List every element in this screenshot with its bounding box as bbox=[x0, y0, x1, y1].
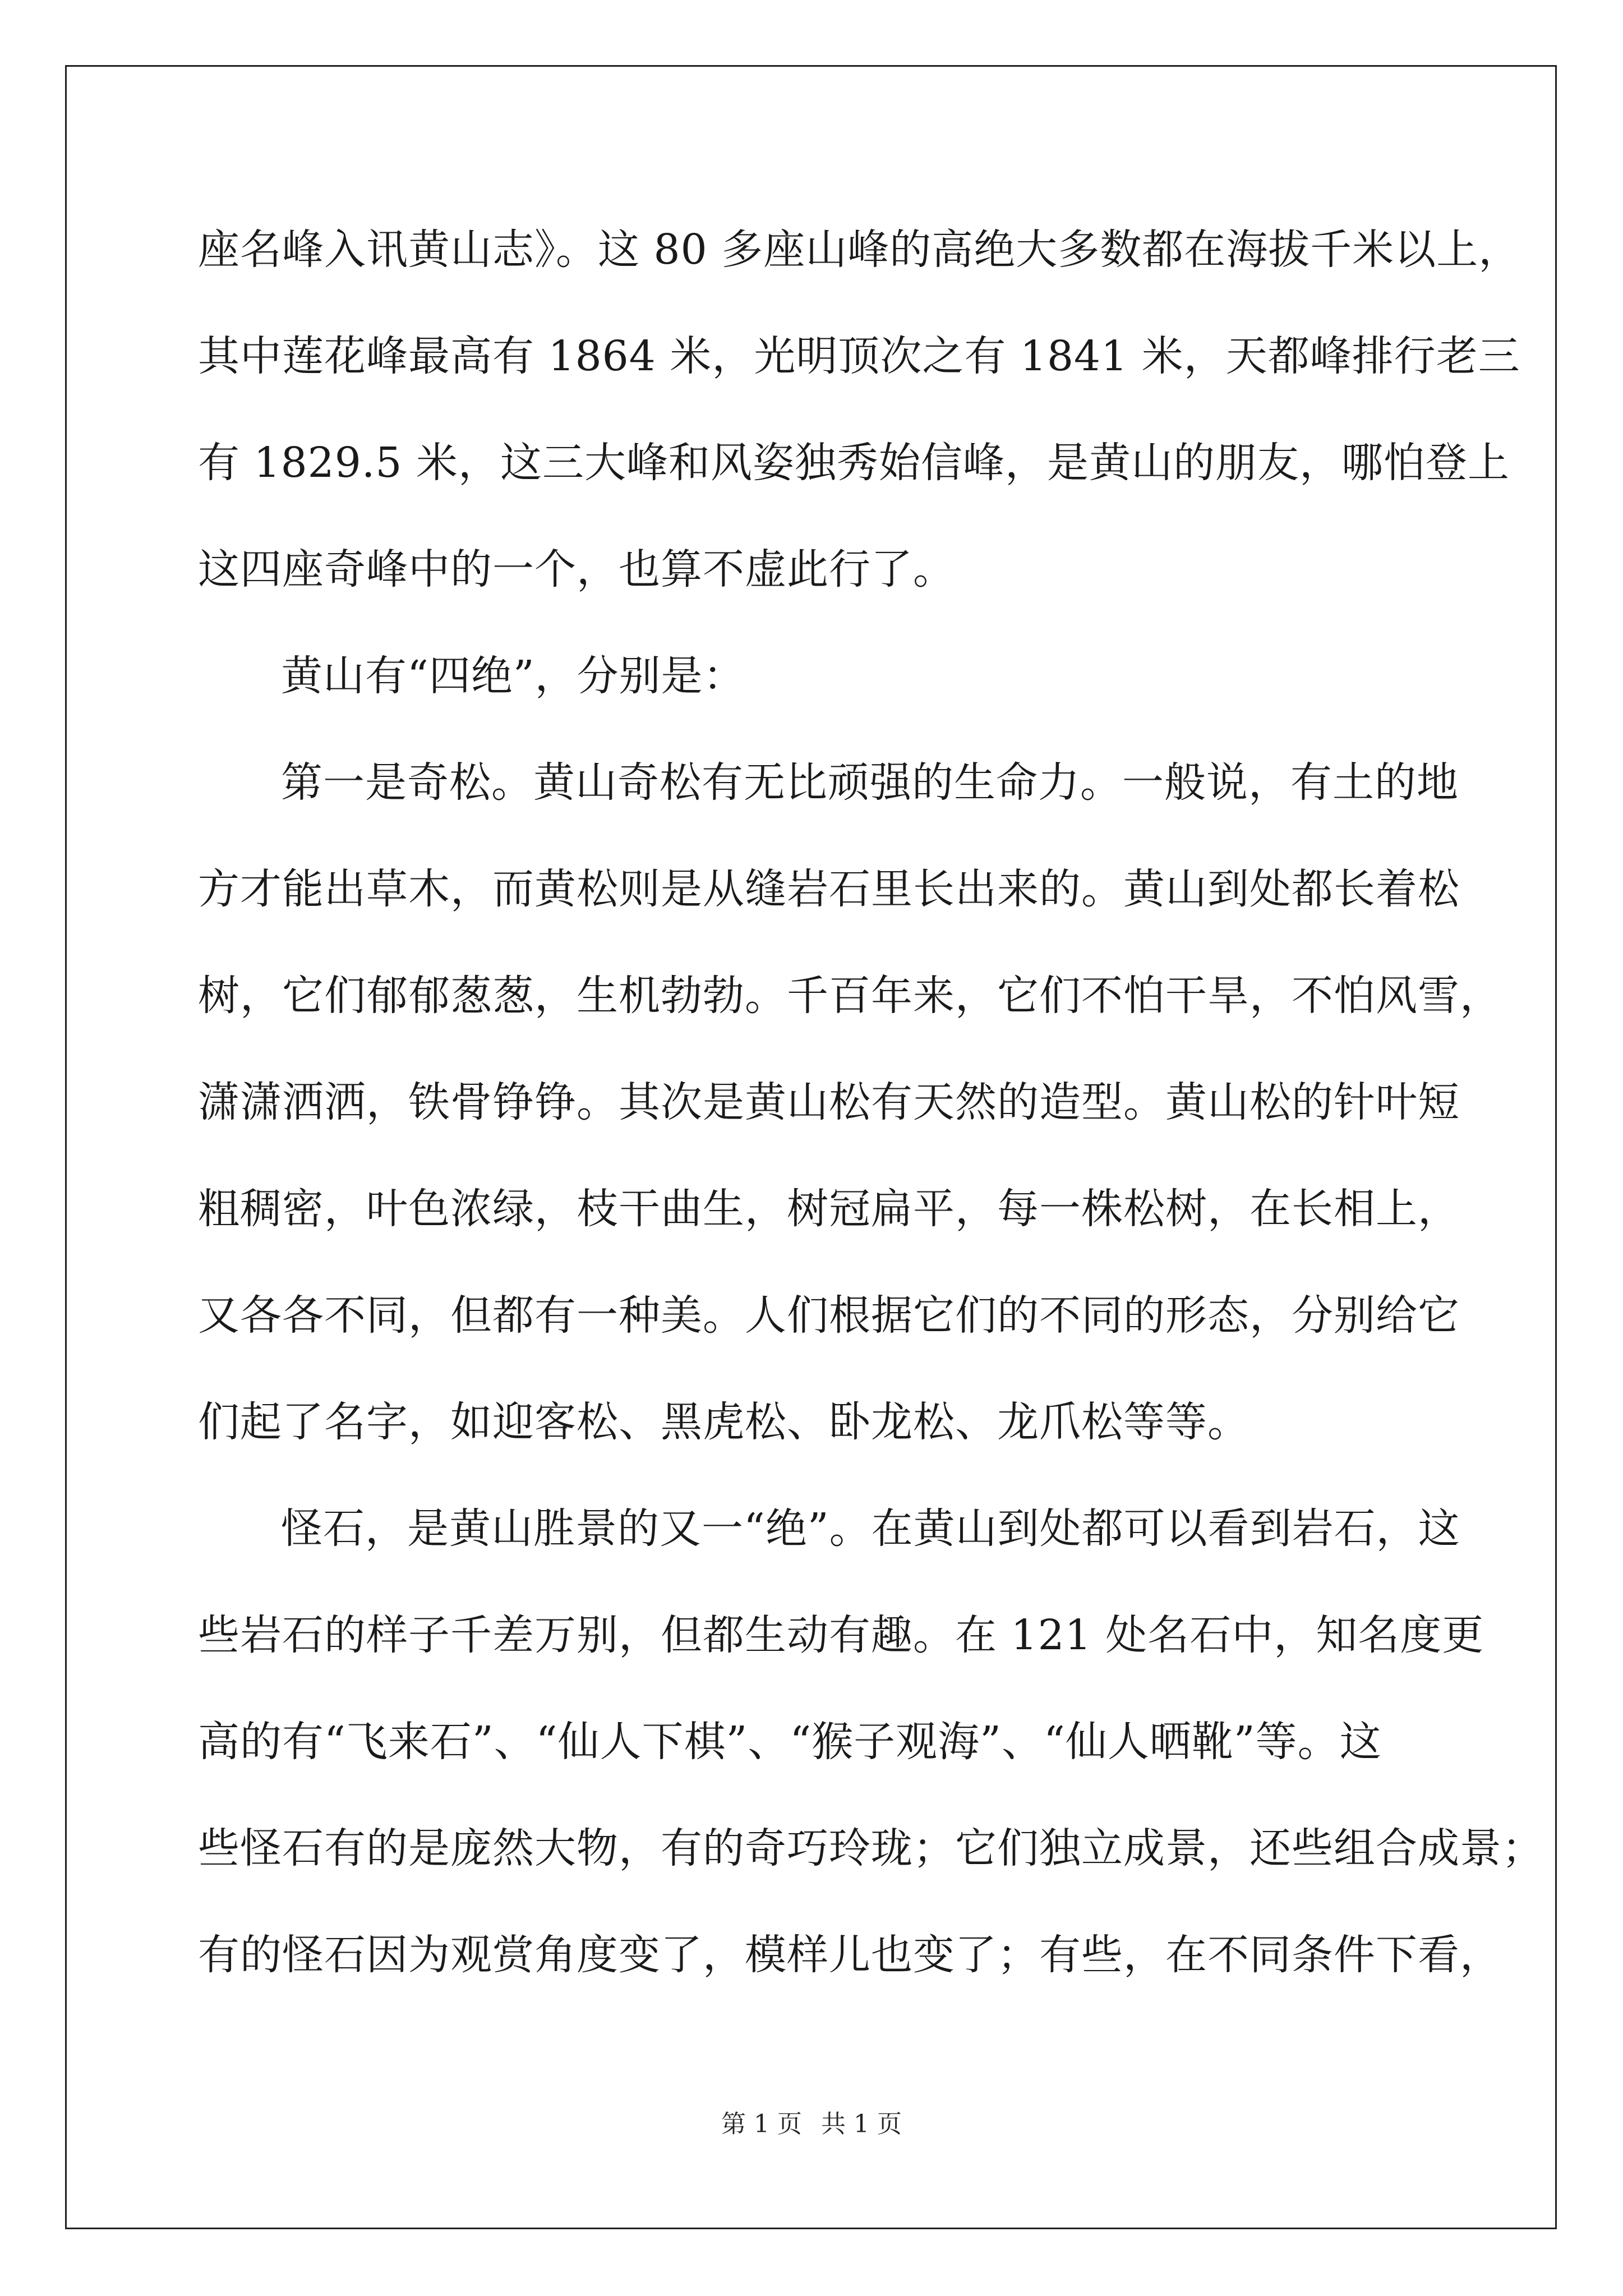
text-line: 其中莲花峰最高有 1864 米，光明顶次之有 1841 米，天都峰排行老三 bbox=[198, 332, 1520, 380]
text-line: 有 1829.5 米，这三大峰和风姿独秀始信峰，是黄山的朋友，哪怕登上 bbox=[198, 439, 1510, 487]
text-line: 怪石，是黄山胜景的又一“绝”。在黄山到处都可以看到岩石，这 bbox=[281, 1504, 1460, 1553]
text-line: 们起了名字，如迎客松、黑虎松、卧龙松、龙爪松等等。 bbox=[198, 1398, 1249, 1446]
text-line: 树，它们郁郁葱葱，生机勃勃。千百年来，它们不怕干旱，不怕风雪， bbox=[198, 972, 1502, 1020]
text-line: 些怪石有的是庞然大物，有的奇巧玲珑；它们独立成景，还些组合成景； bbox=[198, 1824, 1544, 1872]
text-line: 座名峰入讯黄山志》。这 80 多座山峰的高绝大多数都在海拔千米以上， bbox=[198, 226, 1521, 274]
page-number: 第 1 页 bbox=[721, 2110, 802, 2138]
text-line: 黄山有“四绝”，分别是： bbox=[281, 652, 745, 700]
text-line: 粗稠密，叶色浓绿，枝干曲生，树冠扁平，每一株松树，在长相上， bbox=[198, 1185, 1460, 1233]
text-line: 这四座奇峰中的一个，也算不虚此行了。 bbox=[198, 545, 955, 593]
text-line: 方才能出草木，而黄松则是从缝岩石里长出来的。黄山到处都长着松 bbox=[198, 865, 1460, 913]
text-line: 高的有“飞来石”、“仙人下棋”、“猴子观海”、“仙人晒靴”等。这 bbox=[198, 1718, 1382, 1766]
text-line: 些岩石的样子千差万别，但都生动有趣。在 121 处名石中，知名度更 bbox=[198, 1611, 1484, 1659]
text-line: 潇潇洒洒，铁骨铮铮。其次是黄山松有天然的造型。黄山松的针叶短 bbox=[198, 1078, 1460, 1126]
text-line: 又各各不同，但都有一种美。人们根据它们的不同的形态，分别给它 bbox=[198, 1291, 1460, 1340]
page-total: 共 1 页 bbox=[821, 2110, 902, 2138]
page-footer bbox=[0, 2104, 1623, 2139]
document-body bbox=[198, 196, 1544, 2008]
text-line: 第一是奇松。黄山奇松有无比顽强的生命力。一般说，有土的地 bbox=[281, 758, 1459, 807]
text-line: 有的怪石因为观赏角度变了，模样儿也变了；有些，在不同条件下看， bbox=[198, 1931, 1502, 1979]
